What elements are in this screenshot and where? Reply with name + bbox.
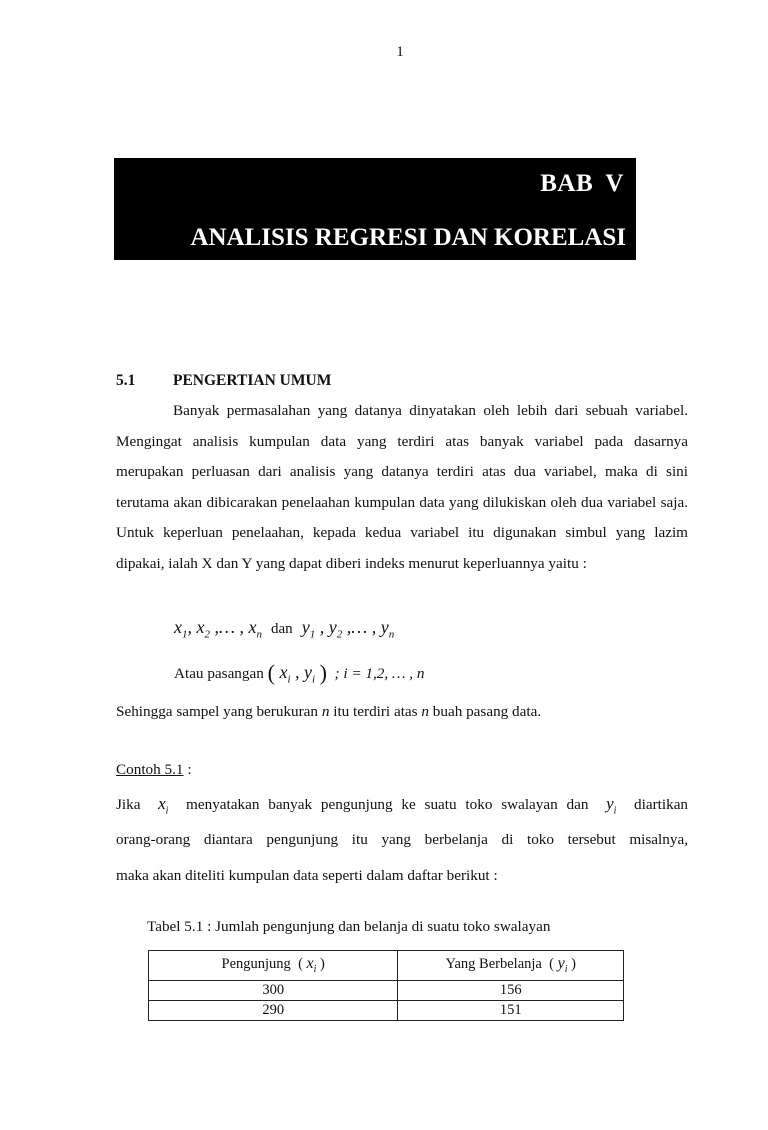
table-header-row [149,951,624,981]
pair-prefix: Atau pasangan [174,665,264,682]
y-sequence: $y_1$ , $y_2$ ,… , $y_n$ [301,617,395,641]
example-paragraph [116,789,688,897]
chapter-title: ANALISIS REGRESI DAN KORELASI [190,224,626,251]
table-row [149,1001,624,1021]
section-number: 5.1 [116,372,136,389]
pair-expression: ( $x_i$ , $y_i$ ) [267,660,327,686]
conclusion-sentence: Sehingga sampel yang berukuran n itu terdiri atas n buah pasang data. [116,703,542,720]
chapter-banner [114,158,636,260]
pair-index-range: ; i = 1,2, … , n [334,665,425,682]
table-cell: 151 [398,1001,624,1021]
variable-sequences-formula [174,617,394,641]
table-cell: 156 [398,981,624,1001]
chapter-label: BAB V [540,170,624,197]
example-line-3: maka akan diteliti kumpulan data seperti dalam daftar berikut : [116,867,498,884]
section-heading [116,372,331,390]
example-heading: Contoh 5.1 : [116,761,192,778]
example-line-1: Jika $x_i$ menyatakan banyak pengunjung ke suatu toko swalayan dan $y_i$ diartikan [116,794,689,817]
example-label: Contoh 5.1 [116,761,184,778]
example-line-2: orang-orang diantara pengunjung itu yang berbelanja di toko tersebut misalnya, [116,831,688,848]
table-cell: 300 [149,981,398,1001]
pair-definition [174,660,424,686]
table-cell: 290 [149,1001,398,1021]
header-berbelanja: Yang Berbelanja ( $y_i$ ) [398,951,624,981]
header-pengunjung: Pengunjung ( $x_i$ ) [149,951,398,981]
x-sequence: $x_1$, $x_2$ ,… , $x_n$ [174,617,263,641]
formula-connector: dan [271,621,293,637]
data-table [148,950,624,1021]
page-number: 1 [396,44,404,60]
table-caption: Tabel 5.1 : Jumlah pengunjung dan belanja di suatu toko swalayan [147,918,551,935]
intro-paragraph: Banyak permasalahan yang datanya dinyatakan oleh lebih dari sebuah variabel. Mengingat analisis kumpulan data yang terdiri atas banyak variabel pada dasarnya merupakan perluasan dari analisis yang datanya terdiri atas dua variabel, maka di sini terutama akan dibicarakan penelaahan kumpulan data yang dilukiskan oleh dua variabel saja. Untuk keperluan penelaahan, kepada kedua variabel itu digunakan simbul yang lazim dipakai, ialah X dan Y yang dapat diberi indeks menurut keperluannya yaitu : [116,402,688,572]
section-title: PENGERTIAN UMUM [173,372,332,389]
table-row [149,981,624,1001]
